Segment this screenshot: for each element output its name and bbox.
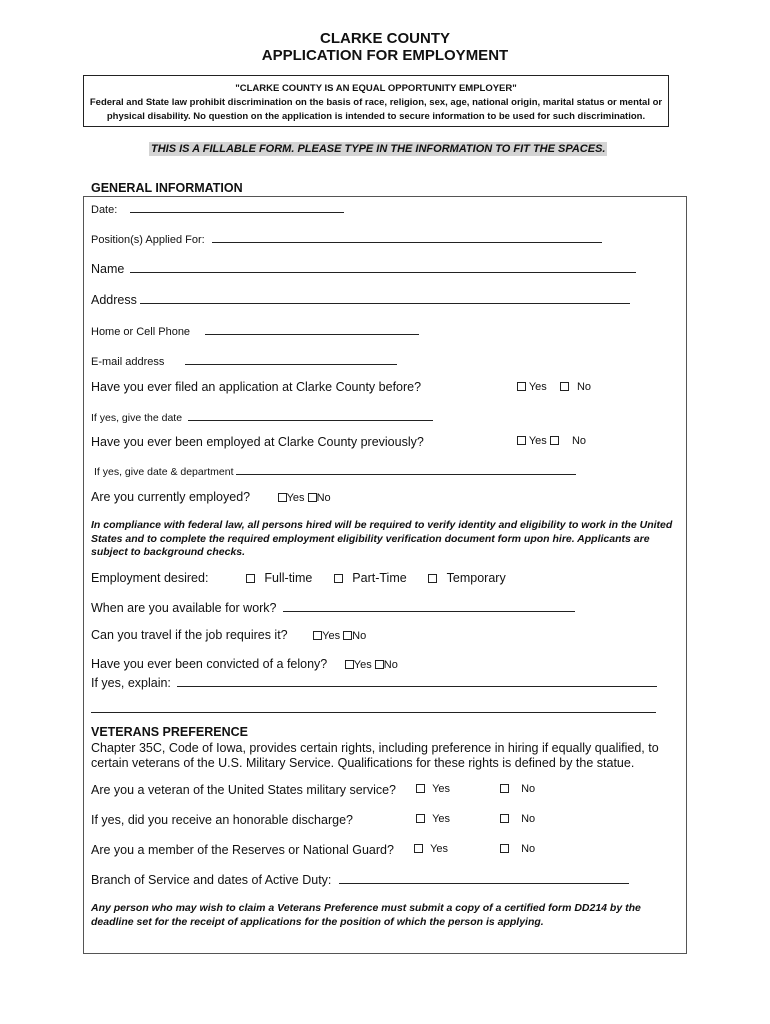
email-row <box>91 354 397 368</box>
travel-yes-label: Yes <box>322 630 341 642</box>
currently-employed-no-checkbox[interactable] <box>308 493 317 502</box>
branch-field[interactable] <box>339 873 629 884</box>
veterans-preference-text: Chapter 35C, Code of Iowa, provides certain rights, including preference in hiring if equally qualified, to certain veterans of the U.S. Military Service. Qualifications for these rights is defined by the statue. <box>91 741 659 770</box>
veteran-yes-label: Yes <box>432 783 451 795</box>
discharge-no-label: No <box>521 813 536 825</box>
veteran-no-label: No <box>521 783 536 795</box>
name-label: Name <box>91 262 125 276</box>
currently-employed-question: Are you currently employed? <box>91 490 251 504</box>
employed-before-no-checkbox[interactable] <box>550 436 559 445</box>
reserves-no-option <box>500 843 535 855</box>
travel-no-label: No <box>352 630 367 642</box>
reserves-yes-label: Yes <box>430 843 449 855</box>
currently-employed-yes-checkbox[interactable] <box>278 493 287 502</box>
eeo-statement-box <box>83 75 669 127</box>
eeo-line-3: physical disability. No question on the application is intended to secure information to be used for such discrimination. <box>106 111 646 122</box>
full-time-checkbox[interactable] <box>246 574 255 583</box>
positions-label: Position(s) Applied For: <box>91 234 205 246</box>
part-time-checkbox[interactable] <box>334 574 343 583</box>
reserves-yes-option <box>414 843 448 855</box>
branch-label: Branch of Service and dates of Active Duty: <box>91 873 332 887</box>
positions-field[interactable] <box>212 232 602 243</box>
part-time-label: Part-Time <box>352 571 407 585</box>
availability-row <box>91 601 575 615</box>
filed-before-options <box>517 381 591 393</box>
phone-field[interactable] <box>205 324 419 335</box>
employed-date-row <box>94 464 576 478</box>
eeo-line-2: Federal and State law prohibit discrimination on the basis of race, religion, sex, age, national origin, marital status or mental or <box>89 97 663 108</box>
veteran-no-option <box>500 783 535 795</box>
explain-field-continued[interactable] <box>91 712 656 713</box>
employment-desired-label: Employment desired: <box>91 571 209 585</box>
discharge-no-checkbox[interactable] <box>500 814 509 823</box>
felony-row <box>91 657 398 671</box>
employed-before-yes-label: Yes <box>528 435 547 447</box>
compliance-notice: In compliance with federal law, all persons hired will be required to verify identity and eligibility to work in the United States and to complete the required employment eligibility verification document form upon hire. Applicants are subject to background checks. <box>91 519 673 558</box>
temporary-label: Temporary <box>446 571 506 585</box>
eeo-line-1: "CLARKE COUNTY IS AN EQUAL OPPORTUNITY EMPLOYER" <box>235 83 517 94</box>
filed-before-yes-checkbox[interactable] <box>517 382 526 391</box>
currently-employed-row <box>91 490 331 504</box>
veterans-preference-heading: VETERANS PREFERENCE <box>91 725 248 739</box>
employed-before-yes-checkbox[interactable] <box>517 436 526 445</box>
address-field[interactable] <box>140 293 630 304</box>
discharge-no-option <box>500 813 535 825</box>
temporary-checkbox[interactable] <box>428 574 437 583</box>
felony-no-checkbox[interactable] <box>375 660 384 669</box>
filed-date-field[interactable] <box>188 410 433 421</box>
dd214-notice: Any person who may wish to claim a Veterans Preference must submit a copy of a certified form DD214 by the deadline set for the receipt of applications for the position of which the person is applying. <box>91 902 641 928</box>
travel-yes-checkbox[interactable] <box>313 631 322 640</box>
currently-employed-yes-label: Yes <box>286 492 305 504</box>
veteran-no-checkbox[interactable] <box>500 784 509 793</box>
veteran-yes-option <box>416 783 450 795</box>
fillable-form-notice: THIS IS A FILLABLE FORM. PLEASE TYPE IN THE INFORMATION TO FIT THE SPACES. <box>151 143 606 155</box>
travel-row <box>91 628 366 642</box>
email-field[interactable] <box>185 354 397 365</box>
explain-row <box>91 676 657 690</box>
felony-no-label: No <box>383 659 398 671</box>
full-time-label: Full-time <box>264 571 313 585</box>
discharge-yes-option <box>416 813 450 825</box>
availability-question: When are you available for work? <box>91 601 277 615</box>
veteran-yes-checkbox[interactable] <box>416 784 425 793</box>
filed-before-yes-label: Yes <box>528 381 547 393</box>
form-title: APPLICATION FOR EMPLOYMENT <box>261 47 509 64</box>
positions-row <box>91 232 602 246</box>
employed-date-field[interactable] <box>236 464 576 475</box>
reserves-no-label: No <box>521 843 536 855</box>
email-label: E-mail address <box>91 356 165 368</box>
general-information-heading: GENERAL INFORMATION <box>91 181 243 195</box>
employed-before-no-label: No <box>571 435 586 447</box>
branch-row <box>91 873 629 887</box>
phone-label: Home or Cell Phone <box>91 326 191 338</box>
employed-date-label: If yes, give date & department <box>94 466 234 478</box>
employed-before-options <box>517 435 586 447</box>
filed-before-no-checkbox[interactable] <box>560 382 569 391</box>
reserves-yes-checkbox[interactable] <box>414 844 423 853</box>
filed-date-label: If yes, give the date <box>91 412 183 424</box>
date-row <box>91 202 344 216</box>
discharge-yes-checkbox[interactable] <box>416 814 425 823</box>
travel-no-checkbox[interactable] <box>343 631 352 640</box>
employed-before-question: Have you ever been employed at Clarke County previously? <box>91 435 424 449</box>
name-row <box>91 262 636 276</box>
explain-label: If yes, explain: <box>91 676 171 690</box>
travel-question: Can you travel if the job requires it? <box>91 628 288 642</box>
date-label: Date: <box>91 204 118 216</box>
employment-desired-row <box>91 571 506 585</box>
address-row <box>91 293 630 307</box>
felony-yes-checkbox[interactable] <box>345 660 354 669</box>
explain-field[interactable] <box>177 676 657 687</box>
discharge-yes-label: Yes <box>432 813 451 825</box>
felony-question: Have you ever been convicted of a felony? <box>91 657 328 671</box>
date-field[interactable] <box>130 202 344 213</box>
availability-field[interactable] <box>283 601 575 612</box>
filed-before-no-label: No <box>576 381 591 393</box>
county-title: CLARKE COUNTY <box>320 30 450 47</box>
currently-employed-no-label: No <box>316 492 331 504</box>
felony-yes-label: Yes <box>353 659 372 671</box>
reserves-question: Are you a member of the Reserves or National Guard? <box>91 843 394 857</box>
phone-row <box>91 324 419 338</box>
reserves-no-checkbox[interactable] <box>500 844 509 853</box>
filed-before-question: Have you ever filed an application at Clarke County before? <box>91 380 422 394</box>
address-label: Address <box>91 293 137 307</box>
filed-date-row <box>91 410 433 424</box>
name-field[interactable] <box>130 262 636 273</box>
discharge-question: If yes, did you receive an honorable discharge? <box>91 813 353 827</box>
veteran-question: Are you a veteran of the United States military service? <box>91 783 397 797</box>
